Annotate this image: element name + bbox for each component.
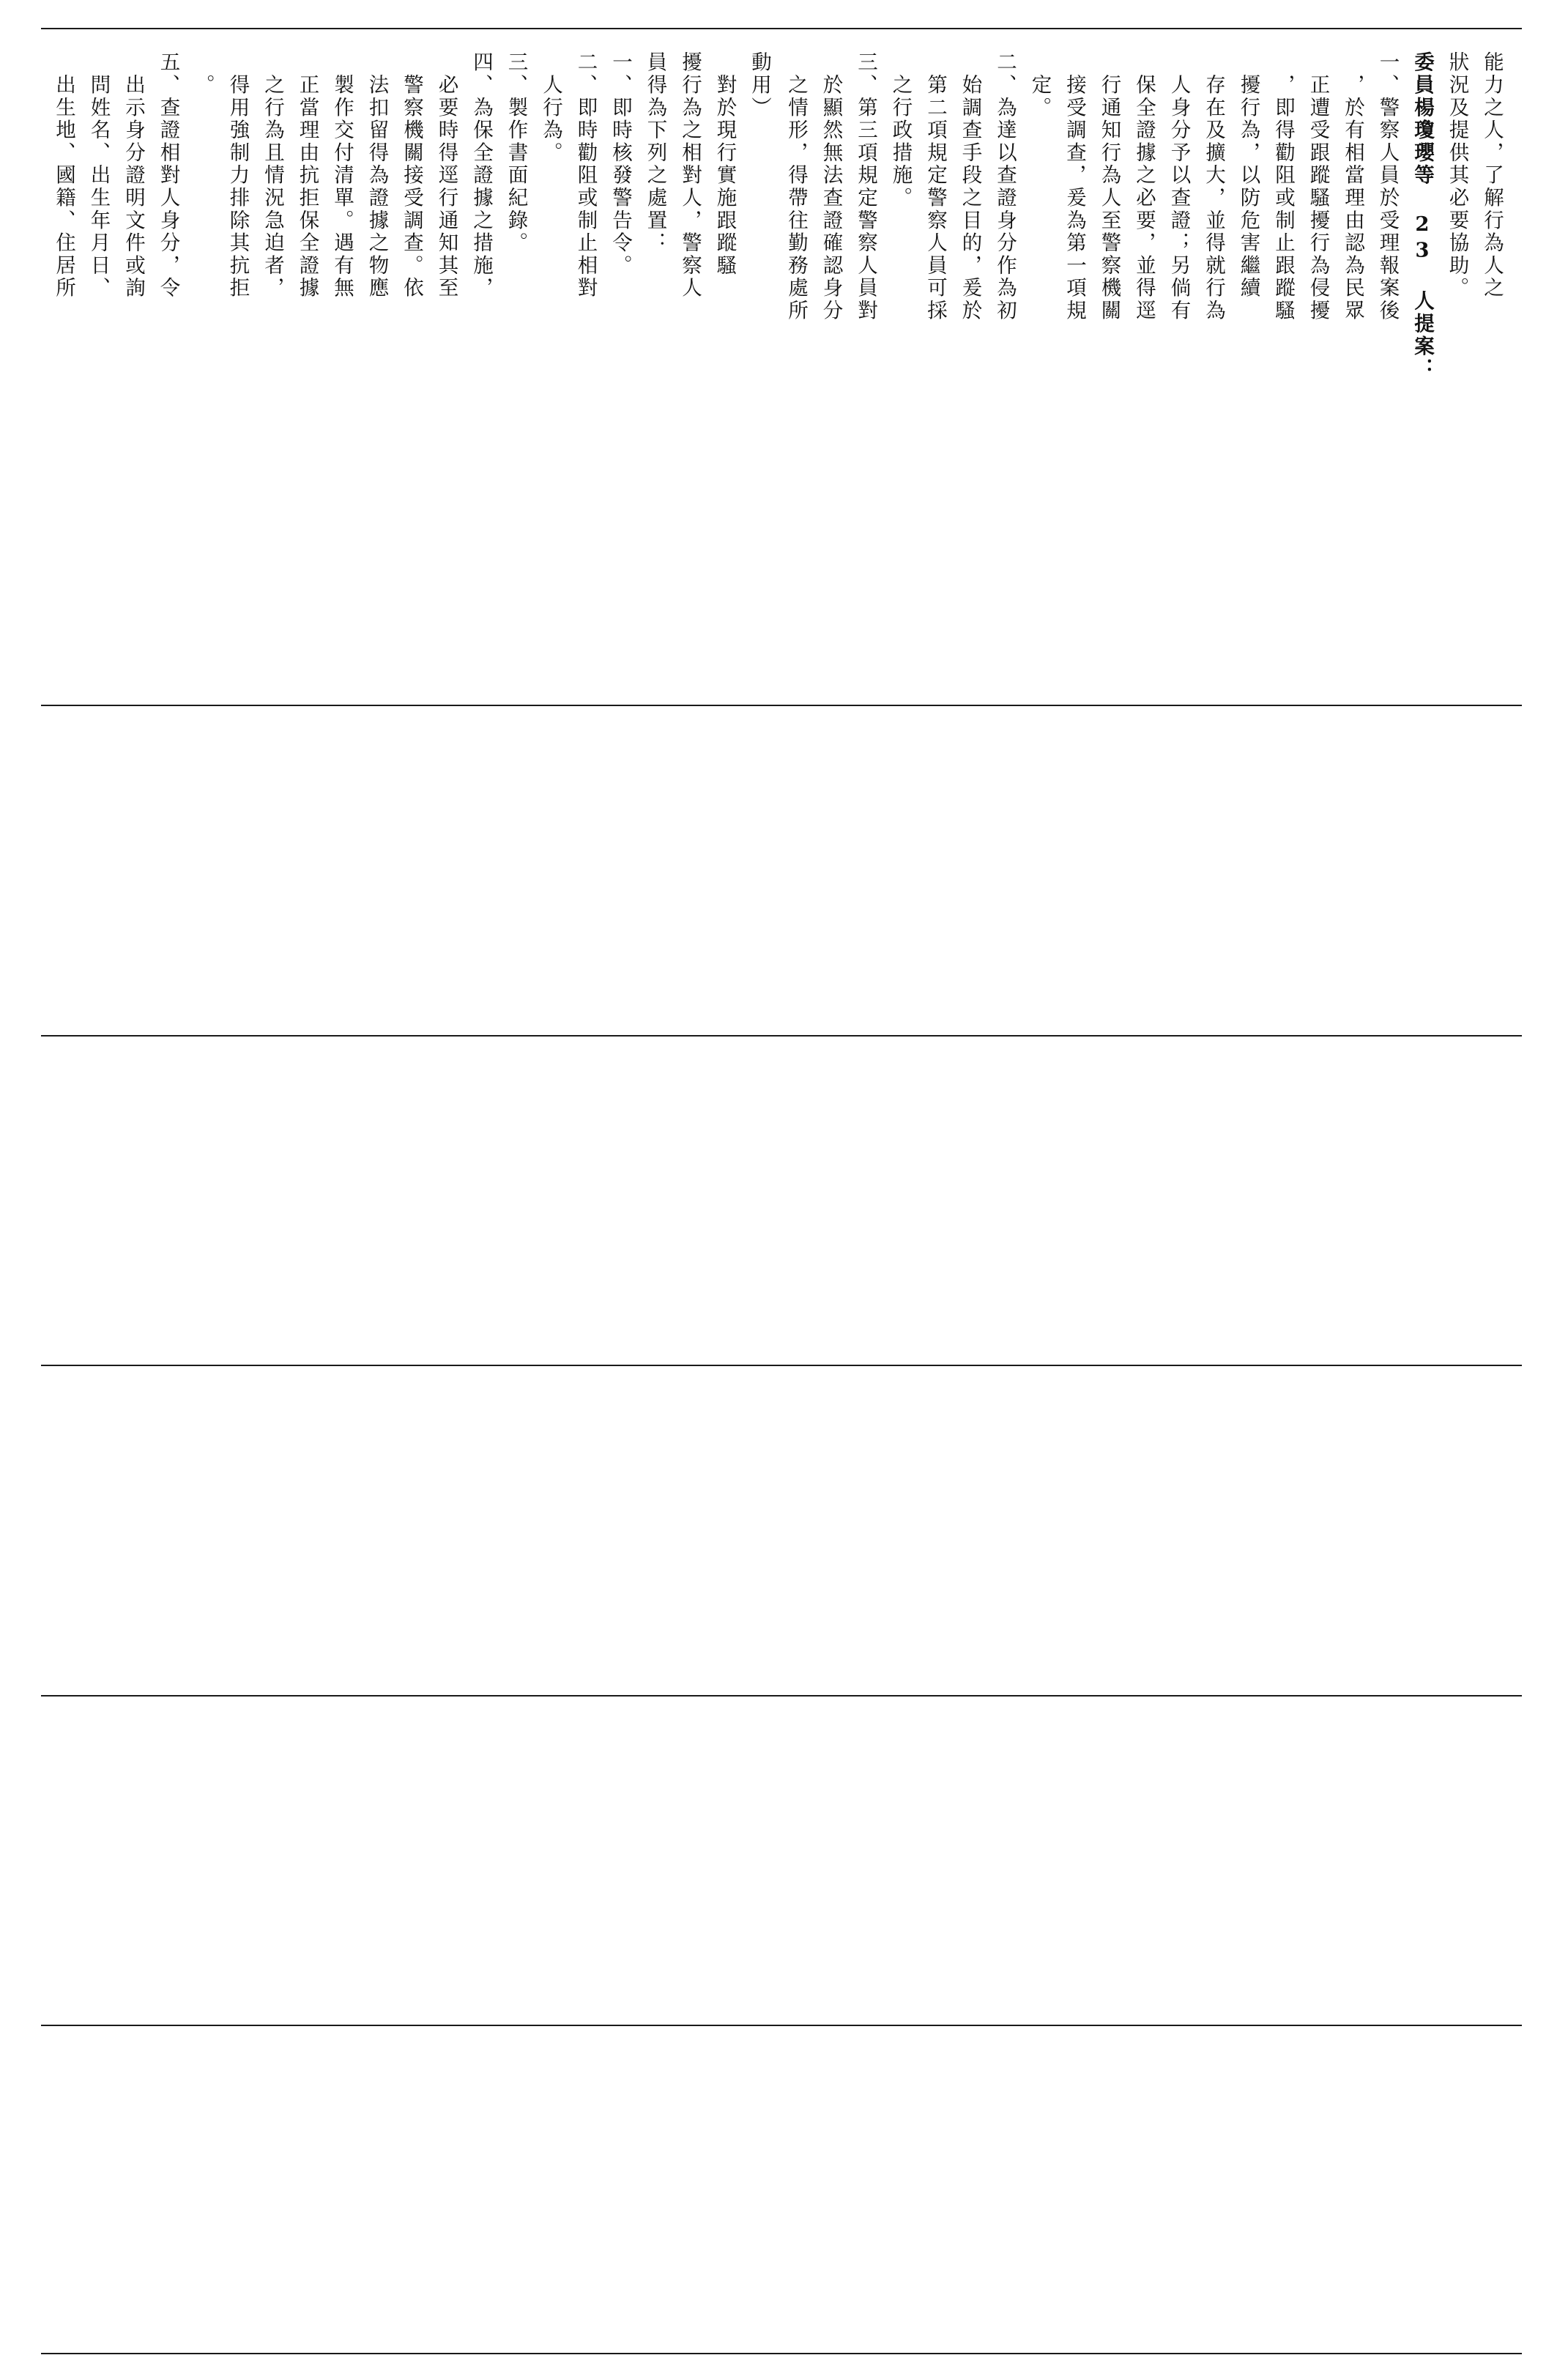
empty-row-4 xyxy=(41,1366,1522,1694)
text-line: 。 xyxy=(191,51,215,97)
text-line: 能力之人，了解行為人之 xyxy=(1480,51,1504,300)
text-line: 動用） xyxy=(748,51,771,119)
text-line: 四、為保全證據之措施， xyxy=(469,51,493,300)
text-line: 人身分予以查證；另倘有 xyxy=(1167,51,1191,322)
text-line: ，於有相當理由認為民眾 xyxy=(1341,51,1364,322)
text-line: 二、為達以查證身分作為初 xyxy=(993,51,1017,322)
row-separator-bottom xyxy=(41,2353,1522,2354)
text-line: 三、製作書面紀錄。 xyxy=(504,51,528,255)
text-line: 問姓名、出生年月日、 xyxy=(86,51,111,300)
text-line: 正當理由抗拒保全證據 xyxy=(295,51,319,300)
text-line: 三、第三項規定警察人員對 xyxy=(854,51,877,322)
text-line: 一、警察人員於受理報案後 xyxy=(1375,51,1400,322)
text-line: 委員楊瓊瓔等 23 人提案： xyxy=(1411,51,1434,381)
text-line: 員得為下列之處置： xyxy=(643,51,667,255)
text-line: 擾行為，以防危害繼續 xyxy=(1236,51,1260,300)
text-line xyxy=(44,51,46,696)
text-line: 五、查證相對人身分，令 xyxy=(156,51,180,300)
empty-row-6 xyxy=(41,2026,1522,2352)
text-line: 一、即時核發警告令。 xyxy=(609,51,632,277)
row-separator-top xyxy=(41,28,1522,29)
text-line: 出生地、國籍、住居所 xyxy=(52,51,75,300)
text-line: 人行為。 xyxy=(539,51,562,164)
text-line: 接受調查，爰為第一項規 xyxy=(1063,51,1086,322)
text-line: 正遭受跟蹤騷擾行為侵擾 xyxy=(1306,51,1330,322)
text-line: 始調查手段之目的，爰於 xyxy=(958,51,982,322)
text-line: 二、即時勸阻或制止相對 xyxy=(573,51,598,300)
text-line: 擾行為之相對人，警察人 xyxy=(678,51,702,300)
text-line: 行通知行為人至警察機關 xyxy=(1097,51,1121,322)
text-line: 得用強制力排除其抗拒 xyxy=(226,51,250,300)
text-line: 製作交付清單。遇有無 xyxy=(330,51,354,300)
text-line: 第二項規定警察人員可採 xyxy=(924,51,947,322)
text-line: 警察機關接受調查。依 xyxy=(400,51,423,300)
text-line: 之情形，得帶往勤務處所 xyxy=(784,51,808,322)
text-line: 之行政措施。 xyxy=(888,51,913,209)
text-line xyxy=(776,51,779,696)
text-line: 存在及擴大，並得就行為 xyxy=(1202,51,1225,322)
text-line: ，即得勸阻或制止跟蹤騷 xyxy=(1271,51,1295,322)
text-line: 對於現行實施跟蹤騷 xyxy=(713,51,737,277)
empty-row-3 xyxy=(41,1037,1522,1364)
explanation-column-right xyxy=(776,51,1509,696)
text-line: 於顯然無法查證確認身分 xyxy=(819,51,843,322)
text-line: 狀況及提供其必要協助。 xyxy=(1445,51,1469,300)
empty-row-5 xyxy=(41,1696,1522,2024)
text-line: 必要時得逕行通知其至 xyxy=(434,51,458,300)
text-line: 之行為且情況急迫者， xyxy=(261,51,284,300)
text-line: 法扣留得為證據之物應 xyxy=(365,51,389,300)
empty-row-2 xyxy=(41,706,1522,1034)
text-line: 出示身分證明文件或詢 xyxy=(122,51,145,300)
text-line: 定。 xyxy=(1028,51,1052,119)
article-column-left xyxy=(44,51,776,696)
text-line: 保全證據之必要，並得逕 xyxy=(1132,51,1156,322)
